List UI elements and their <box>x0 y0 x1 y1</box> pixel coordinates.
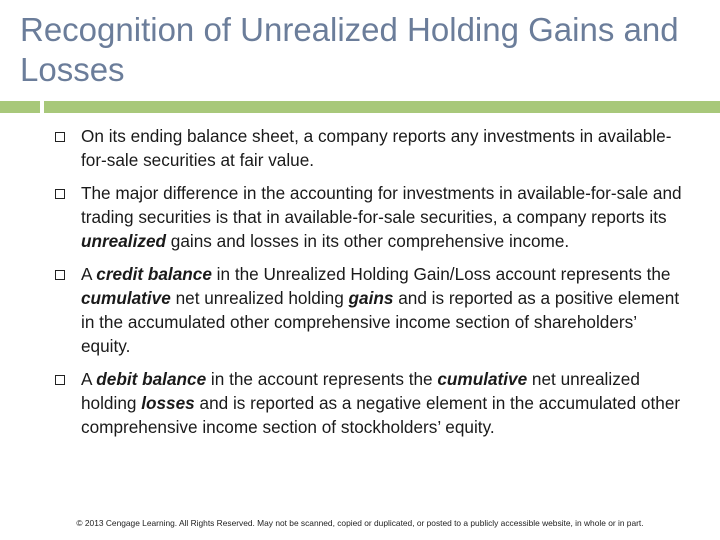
text-run: in the Unrealized Holding Gain/Loss account represents the <box>211 264 671 284</box>
text-run: net unrealized holding <box>170 288 349 308</box>
emphasis-text: gains <box>348 288 394 308</box>
copyright-footer: © 2013 Cengage Learning. All Rights Reserved. May not be scanned, copied or duplicated, or posted to a publicly accessible website, in whole or in part. <box>76 518 644 528</box>
text-run: A <box>81 264 97 284</box>
slide-title: Recognition of Unrealized Holding Gains and Losses <box>20 11 679 88</box>
emphasis-text: unrealized <box>81 231 167 251</box>
emphasis-text: debit balance <box>96 369 207 389</box>
bullet-text <box>81 369 680 437</box>
bullet-item <box>0 124 720 172</box>
emphasis-text: losses <box>141 393 195 413</box>
emphasis-text: credit balance <box>96 264 212 284</box>
text-run: gains and losses in its other comprehensive income. <box>166 231 570 251</box>
bullet-text <box>81 126 671 170</box>
emphasis-text: cumulative <box>437 369 528 389</box>
square-bullet-icon <box>55 270 65 280</box>
bullet-item <box>0 262 720 358</box>
square-bullet-icon <box>55 375 65 385</box>
text-run: A <box>81 369 97 389</box>
accent-bar-left <box>0 101 40 113</box>
text-run: On its ending balance sheet, a company reports any investments in available-for-sale securities at fair value. <box>81 126 672 170</box>
bullet-item <box>0 367 720 439</box>
bullet-list <box>0 124 720 448</box>
square-bullet-icon <box>55 132 65 142</box>
bullet-text <box>81 183 682 251</box>
accent-bar-right <box>44 101 720 113</box>
text-run: net unrealized holding <box>81 369 640 413</box>
bullet-text <box>81 264 679 356</box>
text-run: and is reported as a negative element in the accumulated other comprehensive income section of stockholders’ equity. <box>81 393 681 437</box>
text-run: in the account represents the <box>206 369 438 389</box>
text-run: The major difference in the accounting for investments in available-for-sale and trading securities is that in available-for-sale securities, a company reports its <box>81 183 682 227</box>
emphasis-text: cumulative <box>81 288 171 308</box>
text-run: and is reported as a positive element in the accumulated other comprehensive income section of shareholders’ equity. <box>81 288 680 356</box>
square-bullet-icon <box>55 189 65 199</box>
bullet-item <box>0 181 720 253</box>
